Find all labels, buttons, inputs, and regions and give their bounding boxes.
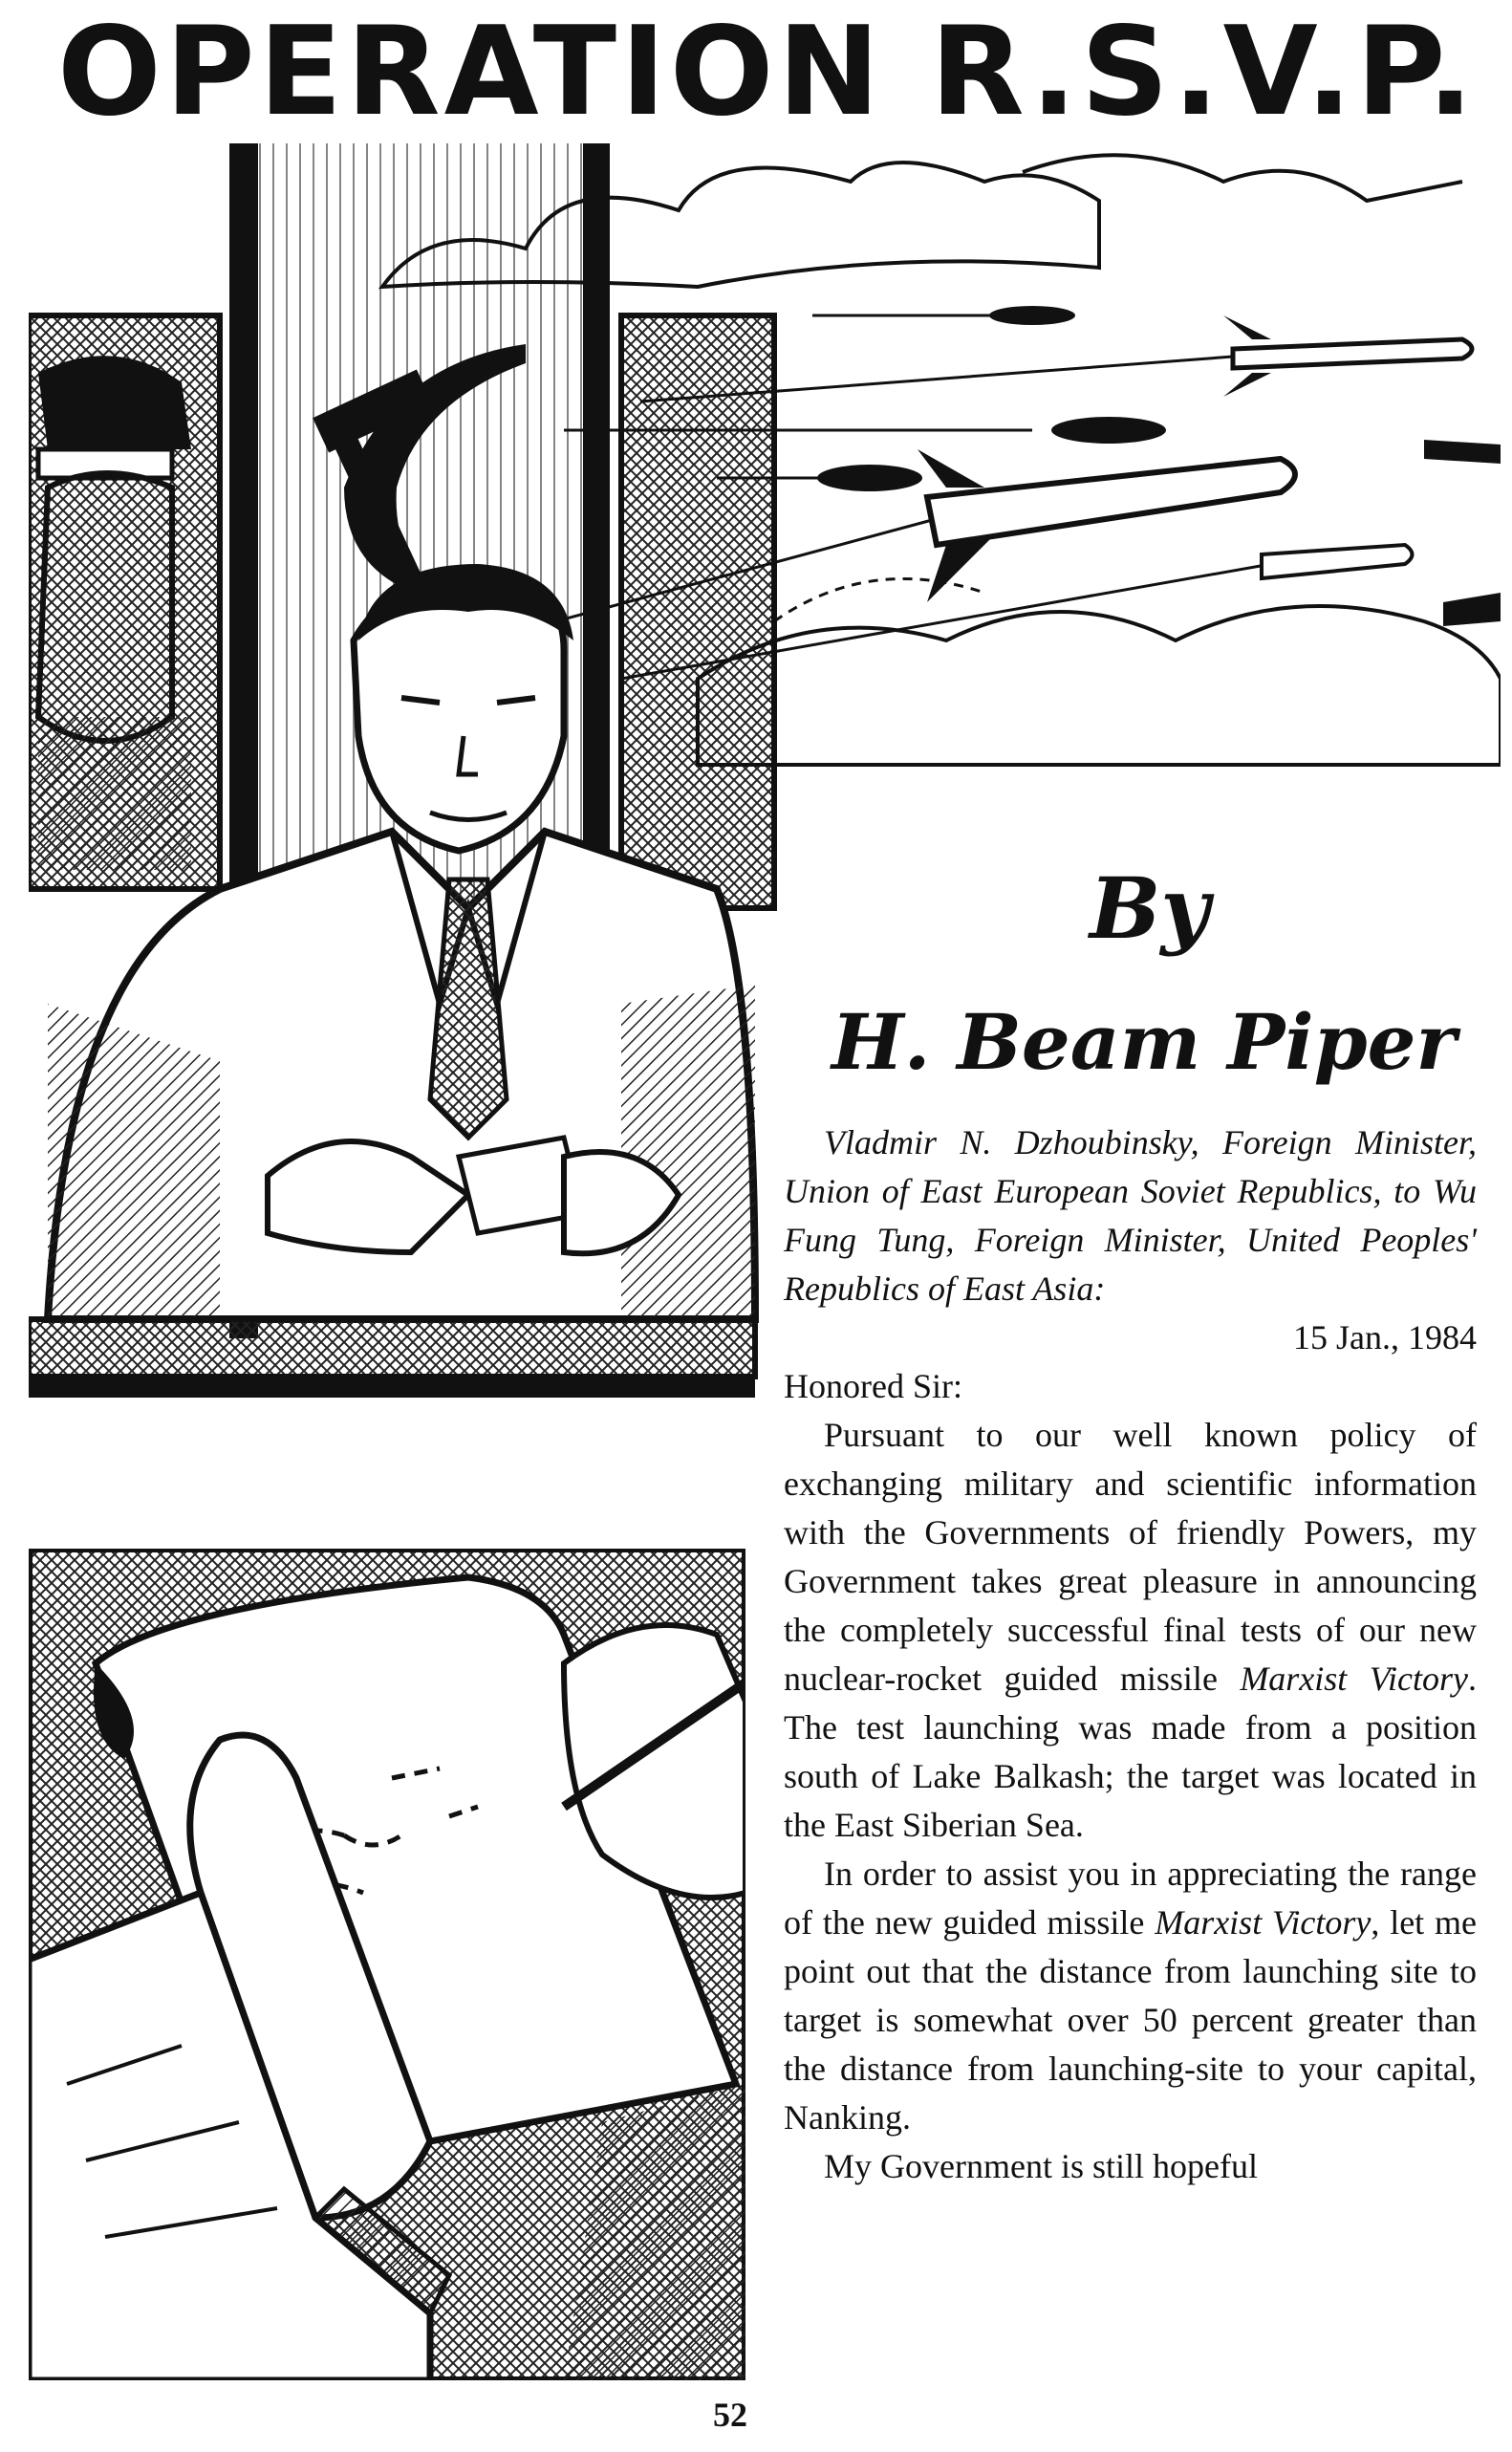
page-number: 52 [713, 2396, 747, 2434]
article-body [784, 1118, 1477, 2191]
paragraph-1 [784, 1411, 1477, 1850]
story-title: OPERATION R.S.V.P. [57, 1, 1478, 143]
paragraph-2-text-a: In order to assist you in appreciating the range of the new guided missile [784, 1855, 1477, 1942]
paragraph-1-text-a: Pursuant to our well known policy of exchanging military and scientific information with the Governments of friendly Powers, my Government takes great pleasure in announcing the completely successful final tests of our new nuclear-rocket guided missile [784, 1416, 1477, 1698]
byline-by: By [1090, 858, 1210, 958]
paragraph-1-text-b: . The test launching was made from a position south of Lake Balkash; the target was located in the East Siberian Sea. [784, 1660, 1477, 1844]
missile-name: Marxist Victory [1240, 1660, 1468, 1698]
letter-heading: Vladmir N. Dzhoubinsky, Foreign Minister, Union of East European Soviet Republics, to Wu Fung Tung, Foreign Minister, United Peoples' Republics of East Asia: [784, 1123, 1477, 1308]
paragraph-2 [784, 1850, 1477, 2142]
letter-greeting: Honored Sir: [784, 1367, 962, 1405]
paragraph-3: My Government is still hopeful [824, 2147, 1258, 2185]
letter-date: 15 Jan., 1984 [1293, 1318, 1477, 1356]
missile-name: Marxist Victory [1155, 1903, 1372, 1942]
writing-hands-illustration [29, 1549, 745, 2380]
author-name: H. Beam Piper [832, 997, 1457, 1087]
paragraph-2-text-b: , let me point out that the distance from launching site to target is somewhat over 50 percent greater than the distance from launching-site to your capital, Nanking. [784, 1903, 1478, 2137]
